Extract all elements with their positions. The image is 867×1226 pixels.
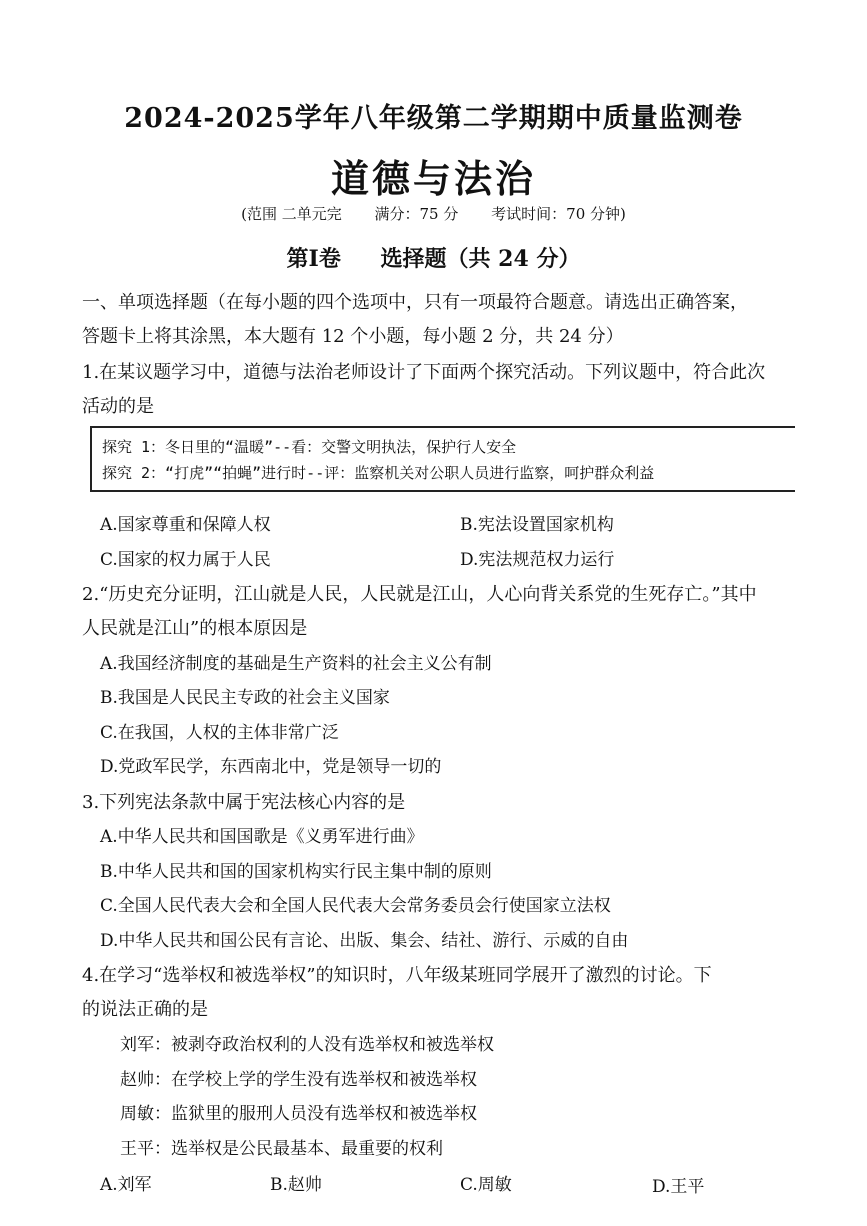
q3-option-b[interactable]: B.中华人民共和国的国家机构实行民主集中制的原则: [100, 862, 492, 882]
volume-label: 第Ⅰ卷: [286, 246, 341, 272]
q3-stem: 3.下列宪法条款中属于宪法核心内容的是: [82, 792, 406, 813]
q4-statement-zhaoshuai: 赵帅：在学校上学的学生没有选举权和被选举权: [120, 1070, 477, 1090]
q4-statement-zhoumin: 周敏：监狱里的服刑人员没有选举权和被选举权: [120, 1104, 477, 1124]
q4-stem-line2: 的说法正确的是: [82, 999, 208, 1020]
section-heading-line2: 答题卡上将其涂黑，本大题有 12 个小题，每小题 2 分，共 24 分）: [82, 326, 624, 347]
q4-option-b[interactable]: B.赵帅: [270, 1175, 322, 1195]
q3-option-d[interactable]: D.中华人民共和国公民有言论、出版、集会、结社、游行、示威的自由: [100, 931, 629, 951]
q1-stem-line1: 1.在某议题学习中，道德与法治老师设计了下面两个探究活动。下列议题中，符合此次: [82, 362, 766, 383]
q1-option-a[interactable]: A.国家尊重和保障人权: [100, 515, 271, 535]
q1-option-d[interactable]: D.宪法规范权力运行: [460, 550, 615, 570]
q1-material-line2: 探究 2：“打虎”“拍蝇”进行时--评：监察机关对公职人员进行监察，呵护群众利益: [102, 464, 655, 482]
q4-option-d[interactable]: D.王平: [652, 1177, 705, 1197]
q3-option-a[interactable]: A.中华人民共和国国歌是《义勇军进行曲》: [100, 827, 424, 847]
q2-stem-line1: 2.“历史充分证明，江山就是人民，人民就是江山，人心向背关系党的生死存亡。”其中: [82, 584, 757, 605]
subject-title: 道德与法治: [330, 156, 536, 201]
exam-scope: (范围 二单元完: [241, 205, 342, 223]
exam-title: 2024-2025学年八年级第二学期期中质量监测卷: [124, 103, 743, 134]
q2-option-d[interactable]: D.党政军民学，东西南北中，党是领导一切的: [100, 757, 442, 777]
exam-meta: [0, 203, 867, 224]
q3-option-c[interactable]: C.全国人民代表大会和全国人民代表大会常务委员会行使国家立法权: [100, 896, 611, 916]
exam-time: 考试时间：70 分钟): [491, 205, 626, 223]
volume-type: 选择题（共 24 分）: [380, 246, 581, 272]
q1-material-line1: 探究 1：冬日里的“温暖”--看：交警文明执法，保护行人安全: [102, 438, 517, 456]
q2-stem-line2: 人民就是江山”的根本原因是: [82, 618, 308, 639]
q4-option-c[interactable]: C.周敏: [460, 1175, 512, 1195]
q2-option-b[interactable]: B.我国是人民民主专政的社会主义国家: [100, 688, 390, 708]
section-heading-line1: 一、单项选择题（在每小题的四个选项中，只有一项最符合题意。请选出正确答案，: [82, 292, 748, 313]
q1-option-c[interactable]: C.国家的权力属于人民: [100, 550, 271, 570]
q4-option-a[interactable]: A.刘军: [100, 1175, 152, 1195]
q1-material-box: [90, 426, 795, 492]
q2-option-c[interactable]: C.在我国，人权的主体非常广泛: [100, 723, 339, 743]
q4-stem-line1: 4.在学习“选举权和被选举权”的知识时，八年级某班同学展开了激烈的讨论。下: [82, 965, 712, 986]
volume-heading: [0, 242, 867, 273]
q1-option-b[interactable]: B.宪法设置国家机构: [460, 515, 614, 535]
q4-statement-wangping: 王平：选举权是公民最基本、最重要的权利: [120, 1139, 443, 1159]
q4-statement-liujun: 刘军：被剥夺政治权利的人没有选举权和被选举权: [120, 1035, 494, 1055]
q2-option-a[interactable]: A.我国经济制度的基础是生产资料的社会主义公有制: [100, 654, 492, 674]
full-score: 满分：75 分: [374, 205, 459, 223]
q1-stem-line2: 活动的是: [82, 396, 154, 417]
